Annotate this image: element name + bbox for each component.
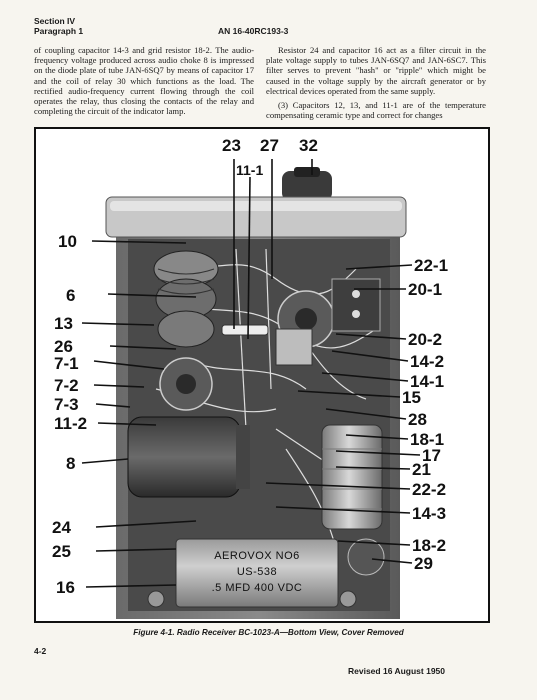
receiver-photo-figure bbox=[34, 127, 490, 623]
callout-label: 29 bbox=[414, 554, 433, 573]
callout-label: 22-1 bbox=[414, 256, 449, 275]
callout-label: 20-2 bbox=[408, 330, 443, 349]
receiver-photo bbox=[36, 129, 488, 621]
callout-label: 22-2 bbox=[412, 480, 447, 499]
right-paragraph-2: (3) Capacitors 12, 13, and 11-1 are of the temperature compensating ceramic type and correct for changes bbox=[266, 100, 486, 121]
mounting-nut bbox=[340, 591, 356, 607]
callout-label: 14-3 bbox=[412, 504, 447, 523]
figure-caption: Figure 4-1. Radio Receiver BC-1023-A—Bottom View, Cover Removed bbox=[133, 628, 404, 637]
terminal-strip bbox=[332, 279, 380, 331]
callout-label: 7-3 bbox=[54, 395, 79, 414]
resistor bbox=[222, 325, 268, 335]
callout-label: 28 bbox=[408, 410, 427, 429]
callout-label: 18-1 bbox=[410, 430, 445, 449]
tube-socket bbox=[348, 539, 384, 575]
coil-assembly bbox=[154, 251, 218, 347]
right-paragraph-1: Resistor 24 and capacitor 16 act as a filter circuit in the plate voltage supply to tubes JAN-6SQ7 and JAN-6SC7. This filter serves to prevent "hash" or "ripple" which might be caused in the voltage supply by the aircraft generator or by electrical devices operated from the same supply. bbox=[266, 45, 486, 96]
callout-label: 20-1 bbox=[408, 280, 443, 299]
callout-label: 14-1 bbox=[410, 372, 445, 391]
paragraph-label: Paragraph 1 bbox=[34, 26, 84, 36]
callout-label: 24 bbox=[52, 518, 71, 537]
capacitor-text-line: AEROVOX NO6 bbox=[214, 550, 300, 562]
left-paragraph: of coupling capacitor 14-3 and grid resistor 18-2. The audio-frequency voltage produced across audio choke 8 is impressed on the diode plate of tube JAN-6SQ7 by means of capacitor 17 and the coil of relay 30 which functions as the load. The rectified audio-frequency current flowing through the coil operates the relay, thus closing the contacts of the relay and completing the circuit of the indicator lamp. bbox=[34, 45, 254, 117]
tubular-capacitor bbox=[322, 425, 382, 529]
audio-choke bbox=[128, 417, 240, 497]
callout-label: 26 bbox=[54, 337, 73, 356]
callout-label: 17 bbox=[422, 446, 441, 465]
right-column bbox=[266, 45, 486, 120]
callout-label: 11-1 bbox=[236, 162, 264, 178]
page-number: 4-2 bbox=[34, 646, 47, 656]
callout-label: 7-1 bbox=[54, 354, 79, 373]
callout-label: 15 bbox=[402, 388, 421, 407]
left-column bbox=[34, 45, 254, 116]
callout-label: 25 bbox=[52, 542, 71, 561]
callout-label: 32 bbox=[299, 136, 318, 155]
mounting-nut bbox=[148, 591, 164, 607]
callout-label: 14-2 bbox=[410, 352, 445, 371]
callout-label: 10 bbox=[58, 232, 77, 251]
callout-label: 11-2 bbox=[54, 414, 88, 433]
callout-label: 23 bbox=[222, 136, 241, 155]
callout-label: 6 bbox=[66, 286, 76, 305]
callout-label: 13 bbox=[54, 314, 73, 333]
relay bbox=[276, 329, 312, 365]
callout-label: 18-2 bbox=[412, 536, 447, 555]
section-heading bbox=[34, 16, 83, 36]
callout-label: 27 bbox=[260, 136, 279, 155]
section-label: Section IV bbox=[34, 16, 76, 26]
revision-date: Revised 16 August 1950 bbox=[348, 666, 446, 676]
callout-label: 16 bbox=[56, 578, 75, 597]
callout-label: 21 bbox=[412, 460, 431, 479]
capacitor-text-line: US-538 bbox=[236, 566, 278, 578]
callout-label: 7-2 bbox=[54, 376, 79, 395]
document-id: AN 16-40RC193-3 bbox=[218, 26, 289, 36]
callout-label: 8 bbox=[66, 454, 76, 473]
capacitor-text-line: .5 MFD 400 VDC bbox=[211, 582, 303, 594]
